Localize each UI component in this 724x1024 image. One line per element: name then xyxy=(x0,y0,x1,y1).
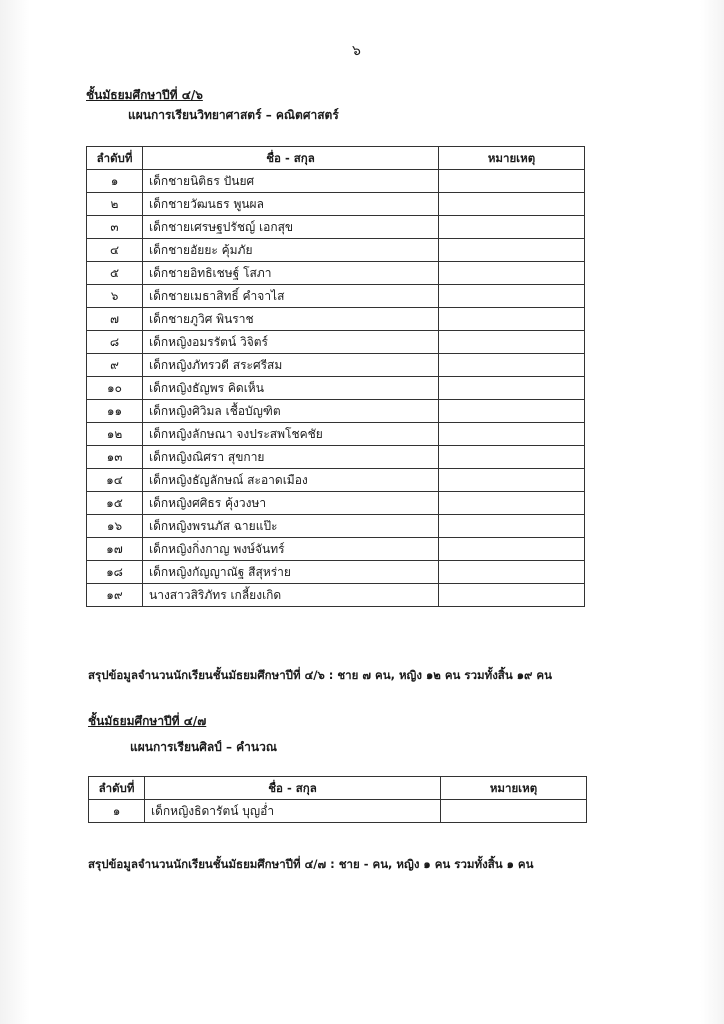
table-row xyxy=(87,538,585,561)
row-note xyxy=(441,800,587,823)
student-name: เด็กหญิงธัญลักษณ์ สะอาดเมือง xyxy=(143,469,439,492)
table-header-row xyxy=(87,147,585,170)
table-row xyxy=(87,584,585,607)
student-name: นางสาวสิริภัทร เกลี้ยงเกิด xyxy=(143,584,439,607)
row-number: ๑๕ xyxy=(87,492,143,515)
table-row xyxy=(87,354,585,377)
column-header-name: ชื่อ - สกุล xyxy=(145,777,441,800)
row-note xyxy=(439,262,585,285)
section1-table-body xyxy=(87,170,585,607)
row-number: ๖ xyxy=(87,285,143,308)
row-number: ๔ xyxy=(87,239,143,262)
row-number: ๑๓ xyxy=(87,446,143,469)
student-name: เด็กชายวัฒนธร พูนผล xyxy=(143,193,439,216)
column-header-no: ลำดับที่ xyxy=(89,777,145,800)
table-row xyxy=(87,492,585,515)
row-note xyxy=(439,400,585,423)
section2-program: แผนการเรียนศิลป์ – คำนวณ xyxy=(130,740,277,754)
student-name: เด็กชายภูวิศ พินราช xyxy=(143,308,439,331)
page-number: ๖ xyxy=(352,43,361,59)
student-name: เด็กหญิงธัญพร คิดเห็น xyxy=(143,377,439,400)
student-name: เด็กชายอัยยะ คุ้มภัย xyxy=(143,239,439,262)
table-header-row xyxy=(89,777,587,800)
row-number: ๙ xyxy=(87,354,143,377)
row-note xyxy=(439,377,585,400)
row-note xyxy=(439,170,585,193)
table-row xyxy=(87,285,585,308)
table-row xyxy=(87,216,585,239)
row-note xyxy=(439,492,585,515)
row-number: ๑๗ xyxy=(87,538,143,561)
section2-heading: ชั้นมัธยมศึกษาปีที่ ๔/๗ xyxy=(88,714,207,728)
row-number: ๘ xyxy=(87,331,143,354)
table-row xyxy=(87,239,585,262)
row-number: ๑ xyxy=(87,170,143,193)
table-row xyxy=(87,446,585,469)
student-name: เด็กหญิงพรนภัส ฉายแป๊ะ xyxy=(143,515,439,538)
section1-heading: ชั้นมัธยมศึกษาปีที่ ๔/๖ xyxy=(86,88,203,102)
row-number: ๑๙ xyxy=(87,584,143,607)
row-note xyxy=(439,331,585,354)
row-note xyxy=(439,584,585,607)
table-row xyxy=(89,800,587,823)
table-row xyxy=(87,561,585,584)
row-number: ๑๑ xyxy=(87,400,143,423)
row-note xyxy=(439,423,585,446)
column-header-name: ชื่อ - สกุล xyxy=(143,147,439,170)
row-number: ๑๒ xyxy=(87,423,143,446)
row-number: ๗ xyxy=(87,308,143,331)
section1-roster-table xyxy=(86,146,585,607)
column-header-note: หมายเหตุ xyxy=(439,147,585,170)
table-row xyxy=(87,377,585,400)
table-row xyxy=(87,308,585,331)
student-name: เด็กหญิงกิ่งกาญ พงษ์จันทร์ xyxy=(143,538,439,561)
student-name: เด็กชายนิติธร ปันยศ xyxy=(143,170,439,193)
table-row xyxy=(87,469,585,492)
row-note xyxy=(439,561,585,584)
row-number: ๑๘ xyxy=(87,561,143,584)
row-note xyxy=(439,354,585,377)
table-row xyxy=(87,515,585,538)
student-name: เด็กหญิงอมรรัตน์ วิจิตร์ xyxy=(143,331,439,354)
row-note xyxy=(439,469,585,492)
row-note xyxy=(439,216,585,239)
row-number: ๓ xyxy=(87,216,143,239)
student-name: เด็กหญิงธิดารัตน์ บุญอ่ำ xyxy=(145,800,441,823)
section1-summary: สรุปข้อมูลจำนวนนักเรียนชั้นมัธยมศึกษาปีที่ ๔/๖ : ชาย ๗ คน, หญิง ๑๒ คน รวมทั้งสิ้น ๑๙ คน xyxy=(88,668,552,682)
row-note xyxy=(439,239,585,262)
student-name: เด็กหญิงภัทรวดี สระศรีสม xyxy=(143,354,439,377)
row-number: ๑๔ xyxy=(87,469,143,492)
table-row xyxy=(87,262,585,285)
table-row xyxy=(87,193,585,216)
section2-summary: สรุปข้อมูลจำนวนนักเรียนชั้นมัธยมศึกษาปีที่ ๔/๗ : ชาย - คน, หญิง ๑ คน รวมทั้งสิ้น ๑ คน xyxy=(88,857,534,871)
column-header-note: หมายเหตุ xyxy=(441,777,587,800)
student-name: เด็กหญิงกัญญาณัฐ สีสุหร่าย xyxy=(143,561,439,584)
section2-roster-table xyxy=(88,776,587,823)
row-note xyxy=(439,538,585,561)
row-note xyxy=(439,515,585,538)
row-number: ๒ xyxy=(87,193,143,216)
student-name: เด็กชายเมธาสิทธิ์ คำจาไส xyxy=(143,285,439,308)
student-name: เด็กชายเศรษฐปรัชญ์ เอกสุข xyxy=(143,216,439,239)
row-note xyxy=(439,285,585,308)
row-number: ๕ xyxy=(87,262,143,285)
row-note xyxy=(439,193,585,216)
row-note xyxy=(439,446,585,469)
table-row xyxy=(87,170,585,193)
table-row xyxy=(87,400,585,423)
row-number: ๑ xyxy=(89,800,145,823)
row-number: ๑๖ xyxy=(87,515,143,538)
row-number: ๑๐ xyxy=(87,377,143,400)
student-name: เด็กหญิงณิศรา สุขกาย xyxy=(143,446,439,469)
student-name: เด็กหญิงศศิธร คุ้งวงษา xyxy=(143,492,439,515)
section1-program: แผนการเรียนวิทยาศาสตร์ – คณิตศาสตร์ xyxy=(128,108,339,122)
student-name: เด็กชายอิทธิเชษฐ์ โสภา xyxy=(143,262,439,285)
column-header-no: ลำดับที่ xyxy=(87,147,143,170)
section2-table-body xyxy=(89,800,587,823)
student-name: เด็กหญิงลักษณา จงประสพโชคชัย xyxy=(143,423,439,446)
row-note xyxy=(439,308,585,331)
student-name: เด็กหญิงศิวิมล เชื้อบัญฑิต xyxy=(143,400,439,423)
table-row xyxy=(87,423,585,446)
table-row xyxy=(87,331,585,354)
